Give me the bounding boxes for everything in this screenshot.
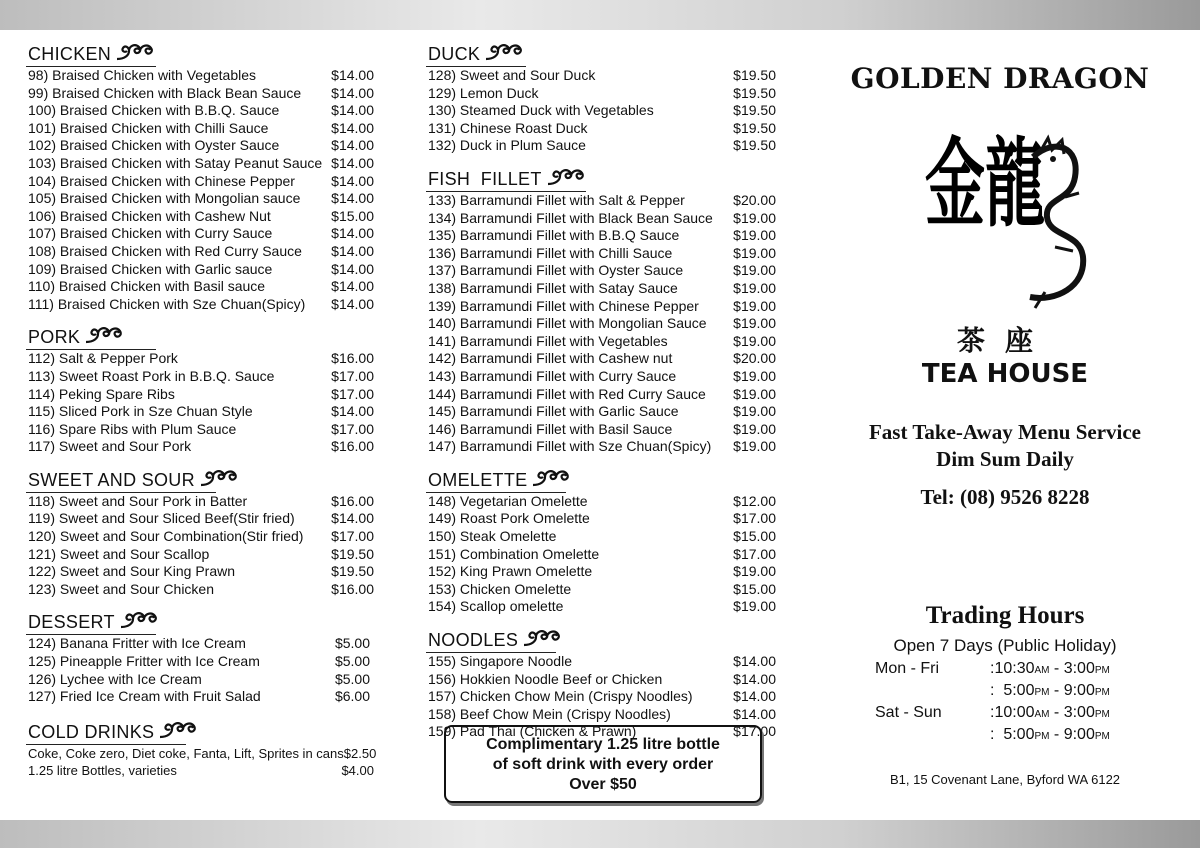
menu-item-price: $19.00 (733, 209, 776, 226)
menu-item-price: $20.00 (733, 191, 776, 208)
menu-item-name: 137) Barramundi Fillet with Oyster Sauce (428, 262, 684, 279)
section-pork (28, 327, 374, 456)
menu-item-price: $16.00 (331, 438, 374, 455)
menu-item-name: 120) Sweet and Sour Combination(Stir fried) (28, 528, 304, 545)
promo-line-3: Over $50 (569, 776, 637, 793)
menu-item-name: 151) Combination Omelette (428, 545, 600, 562)
promo-box (444, 725, 762, 803)
item-list (428, 67, 776, 155)
menu-item (428, 671, 776, 689)
menu-item (28, 635, 370, 653)
menu-item-price: $20.00 (733, 350, 776, 367)
swirl-icon (119, 609, 159, 631)
menu-item (28, 563, 374, 581)
section-title (28, 470, 239, 490)
menu-item-price: $14.00 (331, 295, 374, 312)
menu-column-1 (28, 44, 377, 792)
item-list (428, 493, 776, 616)
menu-item-name: 153) Chicken Omelette (428, 580, 572, 597)
time-start: : 5:00 (990, 682, 1035, 699)
sat-sun-hours-2 (990, 726, 1110, 744)
menu-item (28, 546, 374, 564)
menu-item-name: 104) Braised Chicken with Chinese Pepper (28, 172, 295, 189)
menu-item-name: 109) Braised Chicken with Garlic sauce (28, 260, 273, 277)
menu-item-price: $19.00 (733, 563, 776, 580)
pm-label: PM (1094, 665, 1110, 676)
open-days: Open 7 Days (Public Holiday) (893, 636, 1117, 655)
menu-item (28, 261, 374, 279)
menu-item-name: 132) Duck in Plum Sauce (428, 137, 586, 154)
menu-item (428, 563, 776, 581)
dragon-logo (915, 97, 1095, 327)
mon-fri-hours-2 (990, 682, 1110, 700)
section-title (28, 722, 198, 742)
menu-item-name: 122) Sweet and Sour King Prawn (28, 563, 236, 580)
menu-item-name: 149) Roast Pork Omelette (428, 510, 590, 527)
menu-item (428, 438, 776, 456)
menu-item (428, 298, 776, 316)
menu-item (428, 210, 776, 228)
menu-item (28, 278, 374, 296)
menu-item (428, 688, 776, 706)
menu-item (28, 438, 374, 456)
menu-item-price: $16.00 (331, 580, 374, 597)
menu-item-price: $19.00 (733, 420, 776, 437)
menu-item-name: 152) King Prawn Omelette (428, 563, 593, 580)
section-sweet-and-sour (28, 470, 374, 599)
menu-item-price: $14.00 (331, 119, 374, 136)
menu-item-name: 113) Sweet Roast Pork in B.B.Q. Sauce (28, 367, 275, 384)
section-title (428, 470, 571, 490)
menu-item-price: $19.00 (733, 262, 776, 279)
menu-item (428, 67, 776, 85)
trading-hours-title: Trading Hours (925, 602, 1085, 629)
swirl-icon (158, 719, 198, 741)
menu-item (428, 102, 776, 120)
menu-item-price: $19.00 (733, 279, 776, 296)
menu-item-name: 126) Lychee with Ice Cream (28, 670, 202, 687)
address: B1, 15 Covenant Lane, Byford WA 6122 (889, 772, 1121, 787)
menu-item-price: $14.00 (331, 225, 374, 242)
menu-item-name: 124) Banana Fritter with Ice Cream (28, 635, 246, 652)
menu-item-price: $14.00 (331, 84, 374, 101)
menu-item-name: 1.25 litre Bottles, varieties (28, 763, 177, 779)
menu-item (28, 173, 374, 191)
section-dessert (28, 612, 374, 705)
menu-item-price: $15.00 (331, 207, 374, 224)
section-title-text: PORK (28, 327, 81, 348)
menu-item (428, 546, 776, 564)
swirl-icon (531, 467, 571, 489)
menu-item (28, 671, 370, 689)
section-title-text: OMELETTE (428, 469, 528, 490)
menu-item-name: 105) Braised Chicken with Mongolian sauce (28, 190, 301, 207)
section-chicken (28, 44, 374, 313)
menu-item (28, 225, 374, 243)
menu-item-name: 134) Barramundi Fillet with Black Bean Sauce (428, 209, 713, 226)
menu-item-name: 121) Sweet and Sour Scallop (28, 545, 210, 562)
menu-item (428, 280, 776, 298)
menu-item-price: $14.00 (733, 688, 776, 705)
section-omelette (428, 470, 776, 616)
menu-item-price: $19.00 (733, 227, 776, 244)
pm-label: PM (1034, 731, 1050, 742)
menu-item-name: 102) Braised Chicken with Oyster Sauce (28, 137, 280, 154)
menu-item-name: 144) Barramundi Fillet with Red Curry Sauce (428, 385, 706, 402)
menu-item-name: 157) Chicken Chow Mein (Crispy Noodles) (428, 688, 693, 705)
swirl-icon (484, 41, 524, 63)
item-list (28, 635, 374, 705)
menu-item (28, 368, 374, 386)
menu-item-name: 125) Pineapple Fritter with Ice Cream (28, 653, 260, 670)
menu-item-price: $14.00 (331, 190, 374, 207)
menu-item (428, 581, 776, 599)
swirl-icon (115, 41, 155, 63)
menu-item (28, 386, 374, 404)
menu-item (428, 85, 776, 103)
brand-block (840, 62, 1170, 389)
section-title (28, 612, 159, 632)
menu-item-name: 115) Sliced Pork in Sze Chuan Style (28, 403, 253, 420)
item-list (28, 493, 374, 599)
am-label: AM (1034, 665, 1050, 676)
section-title (428, 630, 562, 650)
menu-item-name: 130) Steamed Duck with Vegetables (428, 102, 654, 119)
tea-house-title: TEA HOUSE (921, 359, 1089, 389)
service-line: Fast Take-Away Menu Service (868, 420, 1141, 444)
menu-item (428, 653, 776, 671)
menu-item (28, 688, 370, 706)
menu-item (428, 386, 776, 404)
menu-item-price: $4.00 (341, 763, 374, 779)
section-title-text: CHICKEN (28, 44, 112, 64)
menu-item (28, 243, 374, 261)
menu-item-name: 155) Singapore Noodle (428, 653, 572, 670)
menu-item-price: $16.00 (331, 492, 374, 509)
section-title (428, 44, 524, 64)
menu-item (28, 190, 374, 208)
section-title-text: SWEET AND SOUR (28, 469, 195, 490)
menu-item-price: $5.00 (334, 670, 370, 687)
menu-item-name: 147) Barramundi Fillet with Sze Chuan(Spicy) (428, 438, 712, 455)
menu-item-name: 156) Hokkien Noodle Beef or Chicken (428, 670, 663, 687)
bottom-band (0, 820, 1200, 848)
menu-column-2 (428, 44, 776, 753)
menu-item-price: $19.00 (733, 332, 776, 349)
menu-item-name: 111) Braised Chicken with Sze Chuan(Spicy) (28, 295, 306, 312)
item-list (28, 67, 374, 313)
menu-item-price: $17.00 (331, 528, 374, 545)
menu-item-name: 117) Sweet and Sour Pork (28, 438, 192, 455)
menu-item (28, 510, 374, 528)
menu-item-name: 142) Barramundi Fillet with Cashew nut (428, 350, 673, 367)
menu-item-price: $14.00 (331, 102, 374, 119)
menu-item-price: $14.00 (331, 278, 374, 295)
menu-item-name: 110) Braised Chicken with Basil sauce (28, 278, 266, 295)
menu-item-name: 112) Salt & Pepper Pork (28, 350, 178, 367)
menu-item-price: $12.00 (733, 492, 776, 509)
menu-item-price: $14.00 (331, 137, 374, 154)
menu-item (28, 137, 374, 155)
time-start: : 5:00 (990, 726, 1035, 743)
promo-line-1: Complimentary 1.25 litre bottle (486, 736, 720, 753)
time-end: - 3:00 (1049, 660, 1095, 677)
menu-item (28, 350, 374, 368)
menu-item-name: 114) Peking Spare Ribs (28, 385, 175, 402)
menu-item-price: $2.50 (343, 745, 377, 761)
menu-item (428, 368, 776, 386)
menu-item-name: 101) Braised Chicken with Chilli Sauce (28, 119, 269, 136)
menu-item-name: 107) Braised Chicken with Curry Sauce (28, 225, 273, 242)
menu-item (428, 137, 776, 155)
menu-item (428, 598, 776, 616)
menu-item-price: $19.00 (733, 403, 776, 420)
section-title (28, 44, 155, 64)
chinese-subtitle: 茶座 (956, 324, 1053, 357)
section-title-text: FISH FILLET (428, 168, 542, 189)
menu-item-name: 158) Beef Chow Mein (Crispy Noodles) (428, 705, 671, 722)
menu-item-name: 146) Barramundi Fillet with Basil Sauce (428, 420, 673, 437)
menu-item (28, 528, 374, 546)
menu-item-name: 159) Pad Thai (Chicken & Prawn) (428, 723, 637, 740)
time-start: :10:30 (990, 660, 1035, 677)
menu-item-price: $14.00 (331, 67, 374, 83)
section-title-text: DESSERT (28, 612, 115, 633)
item-list (28, 350, 374, 456)
menu-item (28, 120, 374, 138)
menu-item (428, 510, 776, 528)
menu-item-name: 131) Chinese Roast Duck (428, 119, 588, 136)
logo-character-text: 金龍 (925, 128, 1045, 240)
menu-item-price: $17.00 (331, 385, 374, 402)
menu-item-price: $5.00 (334, 635, 370, 652)
menu-item-name: 128) Sweet and Sour Duck (428, 67, 596, 83)
pm-label: PM (1094, 687, 1110, 698)
menu-item-price: $19.00 (733, 244, 776, 261)
menu-item (28, 102, 374, 120)
menu-item-price: $19.00 (733, 367, 776, 384)
menu-item-name: 106) Braised Chicken with Cashew Nut (28, 207, 271, 224)
pm-label: PM (1034, 687, 1050, 698)
mon-fri-label: Mon - Fri (875, 660, 939, 677)
menu-item-price: $15.00 (733, 580, 776, 597)
menu-item (428, 493, 776, 511)
section-title-text: NOODLES (428, 630, 519, 651)
dimsum-line: Dim Sum Daily (936, 447, 1074, 471)
menu-item-name: 150) Steak Omelette (428, 528, 557, 545)
menu-item-price: $14.00 (331, 172, 374, 189)
menu-item-price: $19.50 (733, 67, 776, 83)
menu-item-price: $14.00 (733, 653, 776, 670)
menu-item (428, 333, 776, 351)
menu-item-name: 129) Lemon Duck (428, 84, 539, 101)
swirl-icon (546, 166, 586, 188)
menu-item (28, 653, 370, 671)
menu-item-name: 98) Braised Chicken with Vegetables (28, 67, 257, 83)
time-end: - 3:00 (1049, 704, 1095, 721)
menu-item (428, 245, 776, 263)
menu-item-price: $19.00 (733, 315, 776, 332)
time-start: :10:00 (990, 704, 1035, 721)
menu-item-price: $14.00 (331, 154, 374, 171)
menu-item-price: $19.50 (331, 545, 374, 562)
menu-item (428, 706, 776, 724)
menu-item-name: 99) Braised Chicken with Black Bean Sauce (28, 84, 302, 101)
menu-item-price: $19.50 (733, 137, 776, 154)
section-title (428, 169, 586, 189)
menu-item-name: 141) Barramundi Fillet with Vegetables (428, 332, 668, 349)
menu-item-price: $17.00 (733, 723, 776, 740)
menu-item-price: $19.00 (733, 598, 776, 615)
phone-number: Tel: (08) 9526 8228 (920, 485, 1090, 509)
menu-item-name: 148) Vegetarian Omelette (428, 492, 588, 509)
hours-table (840, 660, 1170, 750)
menu-item (28, 403, 374, 421)
swirl-icon (199, 467, 239, 489)
menu-item-name: 100) Braised Chicken with B.B.Q. Sauce (28, 102, 280, 119)
menu-item-price: $14.00 (331, 403, 374, 420)
time-end: - 9:00 (1049, 682, 1095, 699)
menu-item-price: $19.00 (733, 385, 776, 402)
menu-item (28, 296, 374, 314)
menu-item-price: $14.00 (733, 705, 776, 722)
menu-item-name: 119) Sweet and Sour Sliced Beef(Stir fried) (28, 510, 295, 527)
menu-item (28, 493, 374, 511)
mon-fri-hours-1 (990, 660, 1110, 678)
item-list (428, 192, 776, 456)
menu-item (428, 528, 776, 546)
section-title-text: DUCK (428, 44, 481, 64)
menu-item-name: 136) Barramundi Fillet with Chilli Sauce (428, 244, 673, 261)
item-list (28, 745, 377, 780)
menu-item-name: 140) Barramundi Fillet with Mongolian Sauce (428, 315, 707, 332)
menu-item-price: $17.00 (331, 420, 374, 437)
menu-item-name: 143) Barramundi Fillet with Curry Sauce (428, 367, 677, 384)
menu-item-price: $6.00 (334, 688, 370, 705)
menu-item (428, 120, 776, 138)
menu-item-name: 127) Fried Ice Cream with Fruit Salad (28, 688, 261, 705)
menu-item (28, 155, 374, 173)
menu-item-name: 118) Sweet and Sour Pork in Batter (28, 492, 248, 509)
menu-item-name: 138) Barramundi Fillet with Satay Sauce (428, 279, 678, 296)
am-label: AM (1034, 709, 1050, 720)
service-info (840, 419, 1170, 473)
menu-item-name: 139) Barramundi Fillet with Chinese Pepper (428, 297, 699, 314)
menu-item-name: 154) Scallop omelette (428, 598, 564, 615)
menu-item-price: $14.00 (331, 510, 374, 527)
menu-item (28, 762, 374, 780)
menu-item-price: $19.00 (733, 297, 776, 314)
section-fish-fillet (428, 169, 776, 456)
menu-item-name: 116) Spare Ribs with Plum Sauce (28, 420, 237, 437)
menu-item-price: $19.00 (733, 438, 776, 455)
sat-sun-hours-1 (990, 704, 1110, 722)
menu-item-price: $15.00 (733, 528, 776, 545)
section-cold-drinks (28, 721, 377, 780)
swirl-icon (522, 627, 562, 649)
menu-item (428, 315, 776, 333)
menu-item (428, 227, 776, 245)
menu-item-price: $19.50 (331, 563, 374, 580)
menu-item (28, 745, 377, 763)
section-title-text: COLD DRINKS (28, 721, 155, 742)
menu-item-name: 145) Barramundi Fillet with Garlic Sauce (428, 403, 679, 420)
menu-item (428, 421, 776, 439)
menu-item-price: $19.50 (733, 84, 776, 101)
menu-item (428, 403, 776, 421)
menu-item (28, 581, 374, 599)
menu-item-name: 123) Sweet and Sour Chicken (28, 580, 214, 597)
menu-item-name: 103) Braised Chicken with Satay Peanut Sauce (28, 154, 323, 171)
menu-item (28, 67, 374, 85)
menu-item-price: $5.00 (334, 653, 370, 670)
menu-item (28, 421, 374, 439)
brand-name: GOLDEN DRAGON (850, 62, 1150, 95)
section-duck (428, 44, 776, 155)
info-column (840, 62, 1170, 787)
menu-item-name: Coke, Coke zero, Diet coke, Fanta, Lift, Sprites in cans (28, 745, 344, 761)
menu-item-price: $14.00 (331, 260, 374, 277)
menu-item-price: $17.00 (331, 367, 374, 384)
menu-item-price: $14.00 (733, 670, 776, 687)
menu-item-price: $19.50 (733, 119, 776, 136)
menu-item-price: $14.00 (331, 242, 374, 259)
menu-item (28, 208, 374, 226)
menu-item-price: $16.00 (331, 350, 374, 367)
sat-sun-label: Sat - Sun (875, 704, 942, 721)
menu-item (428, 350, 776, 368)
menu-item (428, 262, 776, 280)
pm-label: PM (1094, 731, 1110, 742)
pm-label: PM (1094, 709, 1110, 720)
menu-item-name: 108) Braised Chicken with Red Curry Sauce (28, 242, 302, 259)
menu-item (428, 192, 776, 210)
time-end: - 9:00 (1049, 726, 1095, 743)
top-band (0, 0, 1200, 30)
menu-item-price: $19.50 (733, 102, 776, 119)
menu-item-name: 133) Barramundi Fillet with Salt & Pepper (428, 191, 685, 208)
menu-item-price: $17.00 (733, 545, 776, 562)
section-title (28, 327, 124, 347)
menu-item (28, 85, 374, 103)
menu-item-name: 135) Barramundi Fillet with B.B.Q Sauce (428, 227, 680, 244)
menu-item-price: $17.00 (733, 510, 776, 527)
promo-line-2: of soft drink with every order (492, 756, 714, 773)
swirl-icon (84, 324, 124, 346)
